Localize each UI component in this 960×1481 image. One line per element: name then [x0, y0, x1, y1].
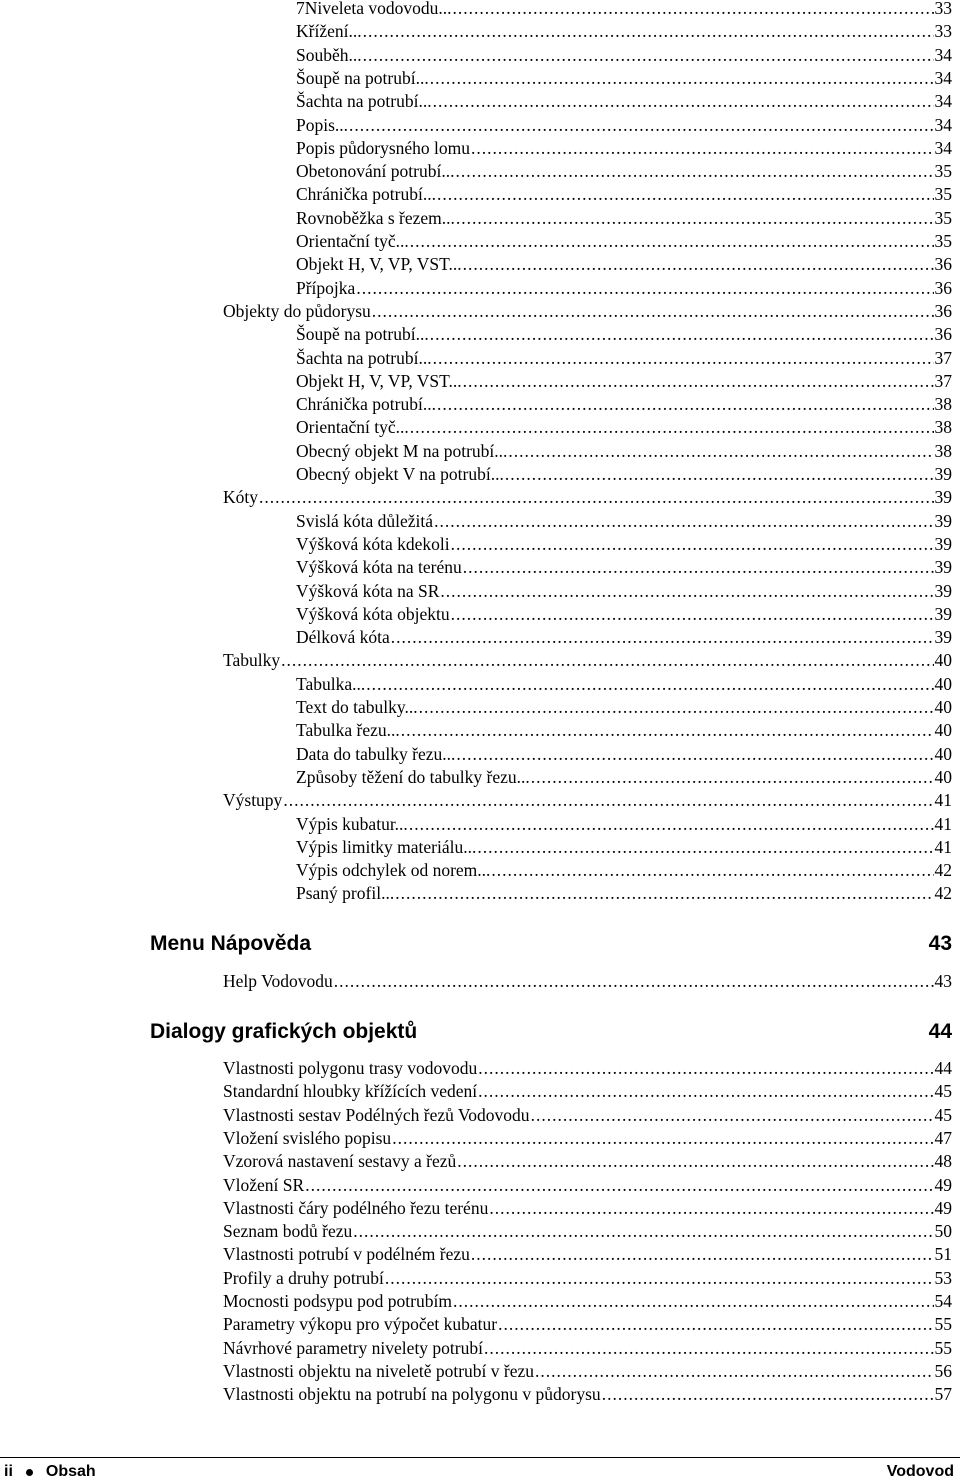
toc-entry-label: Výpis limitky materiálu...	[296, 836, 477, 857]
toc-entry[interactable]	[296, 533, 952, 556]
toc-leader-dots	[531, 1104, 934, 1127]
toc-leader-dots	[440, 580, 933, 603]
toc-entry-label: Výpis odchylek od norem...	[296, 860, 491, 881]
toc-page-number: 35	[934, 207, 952, 228]
toc-leader-dots	[498, 1313, 933, 1336]
toc-entry[interactable]	[296, 440, 952, 463]
toc-entry-label: Vložení svislého popisu	[223, 1127, 392, 1148]
toc-entry-label: Text do tabulky...	[296, 697, 418, 717]
toc-entry[interactable]	[296, 813, 952, 836]
toc-leader-dots	[455, 160, 933, 183]
toc-leader-dots	[434, 510, 933, 533]
toc-entry[interactable]	[296, 160, 952, 183]
toc-page-number: 47	[934, 1127, 952, 1148]
toc-entry[interactable]	[296, 230, 952, 253]
toc-entry-label: Návrhové parametry nivelety potrubí	[223, 1337, 483, 1358]
toc-leader-dots	[366, 673, 933, 696]
toc-leader-dots	[489, 1197, 933, 1220]
toc-entry[interactable]	[223, 789, 952, 812]
toc-entry[interactable]	[296, 20, 952, 43]
toc-leader-dots	[531, 766, 934, 789]
toc-entry-label: Výšková kóta na SR	[296, 580, 440, 601]
toc-page-number: 36	[934, 324, 952, 345]
toc-page-number: 55	[934, 1337, 952, 1358]
toc-leader-dots	[349, 114, 933, 137]
toc-entry-label: Přípojka	[296, 277, 356, 298]
toc-page-number: 39	[934, 603, 952, 624]
toc-leader-dots	[430, 323, 934, 346]
toc-entry[interactable]	[223, 1080, 952, 1103]
toc-entry-label: Objekty do půdorysu	[223, 300, 371, 321]
toc-entry-label: Objekt H, V, VP, VST...	[296, 370, 462, 391]
toc-leader-dots	[419, 696, 934, 719]
toc-entry-label: Orientační tyč...	[296, 417, 409, 438]
toc-entry[interactable]	[296, 673, 952, 696]
toc-leader-dots	[463, 556, 934, 579]
toc-leader-dots	[353, 1220, 933, 1243]
toc-page-number: 40	[934, 720, 952, 741]
toc-entry[interactable]	[296, 626, 952, 649]
toc-entry[interactable]	[296, 580, 952, 603]
footer-divider	[0, 1457, 960, 1458]
toc-entry-label: Psaný profil...	[296, 883, 395, 904]
toc-entry[interactable]	[223, 1267, 952, 1290]
toc-entry-label: Šachta na potrubí...	[296, 91, 432, 112]
toc-entry[interactable]	[296, 463, 952, 486]
toc-entry[interactable]	[296, 719, 952, 742]
toc-page-number: 36	[934, 300, 952, 321]
toc-leader-dots	[457, 1150, 933, 1173]
toc-leader-dots	[453, 0, 934, 20]
toc-page-number: 34	[934, 114, 952, 135]
toc-entry-label: Mocnosti podsypu pod potrubím	[223, 1291, 452, 1311]
toc-page-number: 56	[934, 1360, 952, 1381]
toc-entry[interactable]	[296, 137, 952, 160]
toc-leader-dots	[453, 1290, 934, 1313]
toc-entry-label: 7Niveleta vodovodu...	[296, 0, 452, 18]
toc-entry-label: Help Vodovodu	[223, 971, 333, 991]
toc-entry[interactable]	[296, 44, 952, 67]
toc-leader-dots	[463, 253, 934, 276]
toc-entry-label: Vložení SR	[223, 1174, 305, 1195]
toc-leader-dots	[372, 300, 934, 323]
toc-page-number: 40	[934, 650, 952, 671]
toc-leader-dots	[484, 1337, 934, 1360]
toc-page-number: 40	[934, 673, 952, 694]
toc-entry[interactable]	[223, 970, 952, 993]
toc-leader-dots	[437, 393, 934, 416]
toc-entry[interactable]	[296, 323, 952, 346]
toc-page-number: 39	[934, 487, 952, 508]
toc-entry-label: Šoupě na potrubí...	[296, 324, 429, 345]
toc-page-number: 35	[934, 231, 952, 251]
toc-entry-label: Vzorová nastavení sestavy a řezů	[223, 1151, 457, 1172]
toc-page-number: 50	[934, 1221, 952, 1242]
toc-entry-label: Objekt H, V, VP, VST...	[296, 254, 462, 275]
toc-page-number: 44	[934, 1058, 952, 1078]
toc-entry-label: Vlastnosti sestav Podélných řezů Vodovodu	[223, 1104, 530, 1125]
toc-entry[interactable]	[296, 556, 952, 579]
toc-entry-label: Chránička potrubí...	[296, 394, 436, 415]
toc-entry-label: Profily a druhy potrubí	[223, 1267, 384, 1288]
toc-entry-label: Parametry výkopu pro výpočet kubatur	[223, 1314, 498, 1335]
toc-leader-dots	[391, 626, 934, 649]
toc-page-number: 39	[934, 510, 952, 531]
toc-page-number: 39	[934, 580, 952, 601]
toc-entry-label: Výšková kóta objektu	[296, 603, 450, 624]
toc-entry[interactable]	[296, 416, 952, 439]
toc-entry[interactable]	[296, 882, 952, 905]
toc-entry[interactable]	[223, 1150, 952, 1173]
toc-page-number: 41	[934, 813, 952, 834]
toc-page-number: 53	[934, 1267, 952, 1288]
toc-leader-dots	[283, 789, 933, 812]
toc-entry-label: Vlastnosti polygonu trasy vodovodu	[223, 1058, 478, 1078]
toc-leader-dots	[433, 347, 934, 370]
toc-entry-label: Tabulka...	[296, 673, 366, 694]
toc-entry[interactable]	[223, 300, 952, 323]
toc-entry-label: Obecný objekt M na potrubí...	[296, 440, 508, 461]
toc-entry-label: Data do tabulky řezu...	[296, 743, 456, 764]
toc-entry[interactable]	[296, 183, 952, 206]
toc-entry-label: Vlastnosti objektu na potrubí na polygonu v půdorysu	[223, 1384, 601, 1405]
toc-entry[interactable]	[223, 649, 952, 672]
footer-section: Obsah	[45, 1463, 96, 1480]
toc-leader-dots	[385, 1267, 934, 1290]
toc-leader-dots	[437, 183, 934, 206]
chapter-dialogy[interactable]	[150, 1017, 952, 1047]
toc-entry-label: Popis...	[296, 114, 349, 135]
toc-entry-label: Vlastnosti potrubí v podélném řezu	[223, 1244, 470, 1265]
toc-leader-dots	[334, 970, 934, 993]
toc-page-number: 33	[934, 0, 952, 18]
toc-entry[interactable]	[296, 114, 952, 137]
toc-page-number: 39	[934, 557, 952, 578]
toc-entry[interactable]	[296, 277, 952, 300]
toc-entry-label: Svislá kóta důležitá	[296, 510, 434, 531]
toc-page-number: 33	[934, 21, 952, 42]
toc-leader-dots	[471, 1243, 934, 1266]
toc-page-number: 42	[934, 883, 952, 904]
toc-page-number: 57	[934, 1384, 952, 1405]
toc-leader-dots	[395, 882, 933, 905]
toc-page-number: 41	[934, 790, 952, 811]
toc-page-number: 51	[934, 1244, 952, 1265]
footer-page-number: ii	[4, 1463, 13, 1480]
toc-entry[interactable]	[223, 1313, 952, 1336]
toc-entry[interactable]	[296, 836, 952, 859]
toc-page-number: 38	[934, 394, 952, 415]
footer-product: Vodovod	[886, 1463, 954, 1480]
toc-leader-dots	[478, 1080, 933, 1103]
toc-entry-label: Tabulky	[223, 650, 281, 671]
chapter-title: Dialogy grafických objektů	[150, 1020, 418, 1043]
toc-entry-label: Chránička potrubí...	[296, 184, 436, 205]
toc-entry-label: Kóty	[223, 487, 258, 508]
toc-entry[interactable]	[223, 1057, 952, 1080]
toc-leader-dots	[477, 836, 933, 859]
toc-leader-dots	[478, 1057, 933, 1080]
toc-leader-dots	[363, 44, 934, 67]
toc-leader-dots	[451, 533, 934, 556]
toc-leader-dots	[430, 67, 934, 90]
toc-entry[interactable]	[223, 486, 952, 509]
toc-page-number: 35	[934, 184, 952, 205]
toc-leader-dots	[456, 743, 933, 766]
toc-entry-label: Způsoby těžení do tabulky řezu...	[296, 766, 530, 787]
toc-page-number: 34	[934, 44, 952, 65]
chapter-menu-napoveda[interactable]	[150, 929, 952, 959]
toc-entry-label: Délková kóta	[296, 627, 390, 648]
toc-entry-label: Vlastnosti objektu na niveletě potrubí v řezu	[223, 1360, 535, 1381]
toc-page-number: 49	[934, 1197, 952, 1218]
toc-entry[interactable]	[296, 0, 952, 20]
toc-leader-dots	[356, 277, 933, 300]
toc-leader-dots	[451, 603, 934, 626]
toc-entry[interactable]	[223, 1127, 952, 1150]
toc-page-number: 45	[934, 1081, 952, 1102]
toc-entry-label: Výstupy	[223, 790, 283, 811]
toc-leader-dots	[456, 207, 934, 230]
toc-page-number: 34	[934, 91, 952, 112]
toc-page-number: 54	[934, 1291, 952, 1311]
toc-entry[interactable]	[296, 696, 952, 719]
toc-leader-dots	[409, 813, 934, 836]
toc-entry[interactable]	[223, 1104, 952, 1127]
toc-entry[interactable]	[296, 743, 952, 766]
toc-entry[interactable]	[296, 603, 952, 626]
toc-entry[interactable]	[296, 347, 952, 370]
toc-entry[interactable]	[296, 370, 952, 393]
toc-entry-label: Obecný objekt V na potrubí...	[296, 464, 504, 484]
toc-entry-label: Obetonování potrubí...	[296, 161, 455, 182]
toc-page-number: 36	[934, 277, 952, 298]
toc-page-number: 38	[934, 417, 952, 438]
toc-leader-dots	[505, 463, 934, 486]
toc-entry[interactable]	[296, 67, 952, 90]
toc-entry[interactable]	[296, 90, 952, 113]
chapter-page-number: 43	[928, 932, 952, 955]
toc-entry-label: Šoupě na potrubí...	[296, 67, 429, 88]
toc-leader-dots	[259, 486, 934, 509]
toc-page-number: 40	[934, 766, 952, 787]
toc-page-number: 34	[934, 67, 952, 88]
toc-page-number: 43	[934, 971, 952, 991]
toc-page-number: 37	[934, 347, 952, 368]
toc-leader-dots	[535, 1360, 933, 1383]
toc-entry[interactable]	[223, 1337, 952, 1360]
toc-entry[interactable]	[296, 859, 952, 882]
toc-leader-dots	[491, 859, 933, 882]
toc-page-number: 48	[934, 1151, 952, 1172]
toc-entry[interactable]	[296, 510, 952, 533]
toc-page-number: 35	[934, 161, 952, 182]
toc-page-number: 39	[934, 464, 952, 484]
footer-left	[4, 1463, 96, 1481]
toc-leader-dots	[463, 370, 934, 393]
chapter-title: Menu Nápověda	[150, 932, 312, 955]
toc-page-number: 40	[934, 697, 952, 717]
toc-leader-dots	[471, 137, 933, 160]
toc-entry-label: Vlastnosti čáry podélného řezu terénu	[223, 1197, 489, 1218]
toc-entry-label: Rovnoběžka s řezem...	[296, 207, 455, 228]
toc-entry-label: Výšková kóta na terénu	[296, 557, 462, 578]
toc-page-number: 49	[934, 1174, 952, 1195]
toc-entry[interactable]	[223, 1383, 952, 1406]
toc-entry[interactable]	[296, 766, 952, 789]
toc-leader-dots	[281, 649, 933, 672]
toc-page-number: 39	[934, 533, 952, 554]
toc-entry-label: Tabulka řezu...	[296, 720, 400, 741]
toc-entry[interactable]	[296, 393, 952, 416]
toc-entry[interactable]	[223, 1290, 952, 1313]
toc-entry-label: Standardní hloubky křížících vedení	[223, 1081, 478, 1102]
toc-leader-dots	[508, 440, 933, 463]
toc-page-number: 55	[934, 1314, 952, 1335]
toc-leader-dots	[305, 1174, 933, 1197]
toc-entry-label: Orientační tyč...	[296, 231, 409, 251]
toc-entry[interactable]	[223, 1197, 952, 1220]
toc-leader-dots	[433, 90, 934, 113]
toc-entry-label: Popis půdorysného lomu	[296, 137, 471, 158]
toc-entry-label: Souběh...	[296, 44, 362, 65]
toc-page-number: 42	[934, 860, 952, 881]
toc-page-number: 34	[934, 137, 952, 158]
toc-entry[interactable]	[296, 207, 952, 230]
toc-leader-dots	[410, 416, 934, 439]
page-footer	[0, 1461, 960, 1481]
toc-entry-label: Seznam bodů řezu	[223, 1221, 353, 1242]
toc-page-number: 39	[934, 627, 952, 648]
toc-leader-dots	[602, 1383, 934, 1406]
toc-entry[interactable]	[223, 1174, 952, 1197]
toc-entry[interactable]	[223, 1243, 952, 1266]
toc-page-number: 36	[934, 254, 952, 275]
toc-page-number: 38	[934, 440, 952, 461]
toc-entry-label: Výšková kóta kdekoli	[296, 533, 450, 554]
toc-leader-dots	[401, 719, 934, 742]
toc-leader-dots	[392, 1127, 933, 1150]
chapter-page-number: 44	[928, 1020, 952, 1043]
toc-entry-label: Křížení...	[296, 21, 362, 42]
toc-leader-dots	[410, 230, 934, 253]
toc-page-number: 45	[934, 1104, 952, 1125]
toc-page-number: 40	[934, 743, 952, 764]
toc-entry-label: Výpis kubatur...	[296, 813, 408, 834]
toc-page-number: 41	[934, 836, 952, 857]
toc-leader-dots	[363, 20, 934, 43]
toc-page-number: 37	[934, 370, 952, 391]
toc-entry-label: Šachta na potrubí...	[296, 347, 432, 368]
toc-entry[interactable]	[223, 1220, 952, 1243]
toc-entry[interactable]	[223, 1360, 952, 1383]
bullet-icon	[26, 1469, 33, 1476]
toc-entry[interactable]	[296, 253, 952, 276]
